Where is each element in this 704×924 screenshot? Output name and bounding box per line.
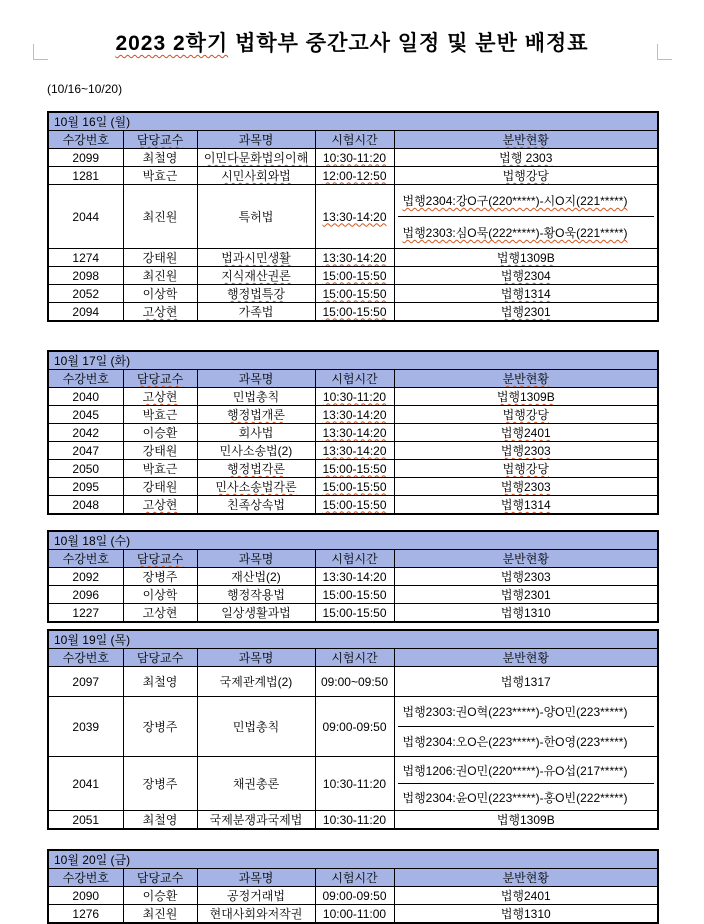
cell-exam-time: 15:00-15:50 xyxy=(315,604,394,623)
column-header: 담당교수 xyxy=(123,649,197,667)
column-header: 수강번호 xyxy=(48,131,123,149)
cell-exam-time: 10:00-11:00 xyxy=(315,905,394,924)
table-row xyxy=(48,285,658,303)
cell-exam-time: 09:00-09:50 xyxy=(315,887,394,905)
table-row xyxy=(48,267,658,285)
cell-room-assignment: 법행2301 xyxy=(394,303,658,322)
column-header-row xyxy=(48,550,658,568)
table-row xyxy=(48,811,658,830)
cell-course-no: 2095 xyxy=(48,478,123,496)
column-header: 수강번호 xyxy=(48,649,123,667)
cell-exam-time: 15:00-15:50 xyxy=(315,478,394,496)
cell-professor: 박효근 xyxy=(123,406,197,424)
table-row xyxy=(48,667,658,697)
cell-room-assignment: 법행1309B xyxy=(394,249,658,267)
cell-professor: 최철영 xyxy=(123,811,197,830)
cell-professor: 장병주 xyxy=(123,757,197,811)
cell-room-assignment: 법행2301 xyxy=(394,586,658,604)
table-row xyxy=(48,149,658,167)
cell-room-assignment: 법행 2303 xyxy=(394,149,658,167)
date-header-row xyxy=(48,531,658,550)
column-header: 분반현황 xyxy=(394,131,658,149)
cell-course-no: 1276 xyxy=(48,905,123,924)
cell-professor: 고상현 xyxy=(123,496,197,515)
cell-room-assignment: 법행강당 xyxy=(394,167,658,185)
cell-course-no: 2042 xyxy=(48,424,123,442)
column-header-row xyxy=(48,131,658,149)
column-header: 과목명 xyxy=(197,649,315,667)
cell-professor: 장병주 xyxy=(123,568,197,586)
cell-professor: 강태원 xyxy=(123,442,197,460)
cell-subject: 행정작용법 xyxy=(197,586,315,604)
cell-course-no: 2090 xyxy=(48,887,123,905)
table-row xyxy=(48,568,658,586)
cell-course-no: 1281 xyxy=(48,167,123,185)
cell-subject: 현대사회와저작권 xyxy=(197,905,315,924)
cell-room-assignment: 법행2401 xyxy=(394,887,658,905)
table-row xyxy=(48,442,658,460)
exam-table-day-2 xyxy=(47,350,659,515)
cell-course-no: 2097 xyxy=(48,667,123,697)
column-header-row xyxy=(48,869,658,887)
cell-room-assignment: 법행2303 xyxy=(394,442,658,460)
date-header-row xyxy=(48,112,658,131)
cell-subject: 민사소송법(2) xyxy=(197,442,315,460)
table-row xyxy=(48,167,658,185)
column-header: 담당교수 xyxy=(123,131,197,149)
cell-subject: 민사소송법각론 xyxy=(197,478,315,496)
cell-exam-time: 13:30-14:20 xyxy=(315,424,394,442)
cell-room-assignment: 법행2304 xyxy=(394,267,658,285)
table-row xyxy=(48,424,658,442)
cell-exam-time: 13:30-14:20 xyxy=(315,249,394,267)
cell-subject: 민법총칙 xyxy=(197,388,315,406)
table-row xyxy=(48,887,658,905)
column-header: 시험시간 xyxy=(315,550,394,568)
column-header: 시험시간 xyxy=(315,869,394,887)
cell-subject: 특허법 xyxy=(197,185,315,249)
cell-room-assignment: 법행1310 xyxy=(394,604,658,623)
table-row xyxy=(48,460,658,478)
table-row xyxy=(48,604,658,623)
cell-exam-time: 09:00~09:50 xyxy=(315,667,394,697)
room-split-text: 법행1206:권O민(220*****)-유O섭(217*****) xyxy=(402,763,628,778)
cell-room-assignment: 법행2401 xyxy=(394,424,658,442)
cell-course-no: 2048 xyxy=(48,496,123,515)
cell-exam-time: 13:30-14:20 xyxy=(315,568,394,586)
table-row xyxy=(48,478,658,496)
cell-room-assignment xyxy=(394,185,658,249)
room-split-section xyxy=(398,697,655,727)
cell-course-no: 2050 xyxy=(48,460,123,478)
cell-professor: 최진원 xyxy=(123,185,197,249)
title-rest: 법학부 중간고사 일정 및 분반 배정표 xyxy=(228,32,589,55)
cell-subject: 이민다문화법의이해 xyxy=(197,149,315,167)
room-split-section xyxy=(398,757,655,784)
cell-professor: 강태원 xyxy=(123,249,197,267)
column-header: 담당교수 xyxy=(123,370,197,388)
cell-room-assignment xyxy=(394,757,658,811)
cell-exam-time: 10:30-11:20 xyxy=(315,388,394,406)
table-row xyxy=(48,249,658,267)
cell-subject: 일상생활과법 xyxy=(197,604,315,623)
column-header: 수강번호 xyxy=(48,869,123,887)
date-range: (10/16~10/20) xyxy=(47,82,123,96)
cell-subject: 민법총칙 xyxy=(197,697,315,757)
cell-course-no: 2051 xyxy=(48,811,123,830)
room-split-section xyxy=(398,185,655,217)
date-header-row xyxy=(48,630,658,649)
cell-subject: 가족법 xyxy=(197,303,315,322)
cell-subject: 시민사회와법 xyxy=(197,167,315,185)
cell-exam-time: 15:00-15:50 xyxy=(315,586,394,604)
cell-course-no: 2045 xyxy=(48,406,123,424)
exam-table-day-5 xyxy=(47,849,659,924)
room-split-section xyxy=(398,217,655,248)
cell-subject: 행정법개론 xyxy=(197,406,315,424)
cell-course-no: 2094 xyxy=(48,303,123,322)
cell-course-no: 2098 xyxy=(48,267,123,285)
cell-room-assignment: 법행1314 xyxy=(394,285,658,303)
table-row xyxy=(48,185,658,249)
cell-room-assignment: 법행1309B xyxy=(394,811,658,830)
cell-professor: 장병주 xyxy=(123,697,197,757)
column-header: 시험시간 xyxy=(315,649,394,667)
cell-subject: 행정법특강 xyxy=(197,285,315,303)
column-header: 분반현황 xyxy=(394,370,658,388)
cell-professor: 박효근 xyxy=(123,167,197,185)
room-split-text: 법행2304:윤O민(223*****)-홍O빈(222*****) xyxy=(402,790,628,805)
cell-exam-time: 10:30-11:20 xyxy=(315,811,394,830)
room-split-text: 법행2303:권O혁(223*****)-양O민(223*****) xyxy=(402,705,628,719)
exam-schedule-tables xyxy=(47,111,659,924)
cell-course-no: 2099 xyxy=(48,149,123,167)
table-row xyxy=(48,586,658,604)
table-row xyxy=(48,388,658,406)
cell-exam-time: 15:00-15:50 xyxy=(315,460,394,478)
cell-subject: 친족상속법 xyxy=(197,496,315,515)
cell-course-no: 2092 xyxy=(48,568,123,586)
column-header: 수강번호 xyxy=(48,370,123,388)
cell-room-assignment xyxy=(394,697,658,757)
table-row xyxy=(48,757,658,811)
table-row xyxy=(48,496,658,515)
cell-subject: 국제분쟁과국제법 xyxy=(197,811,315,830)
cell-exam-time: 15:00-15:50 xyxy=(315,496,394,515)
cell-course-no: 2040 xyxy=(48,388,123,406)
room-split-text: 법행2304:오O은(223*****)-한O영(223*****) xyxy=(402,735,628,749)
cell-professor: 최철영 xyxy=(123,149,197,167)
cell-subject: 지식재산권론 xyxy=(197,267,315,285)
column-header: 담당교수 xyxy=(123,869,197,887)
cell-exam-time: 15:00-15:50 xyxy=(315,303,394,322)
cell-subject: 공정거래법 xyxy=(197,887,315,905)
column-header: 수강번호 xyxy=(48,550,123,568)
cell-exam-time: 09:00-09:50 xyxy=(315,697,394,757)
cell-exam-time: 12:00-12:50 xyxy=(315,167,394,185)
cell-professor: 최철영 xyxy=(123,667,197,697)
cell-exam-time: 15:00-15:50 xyxy=(315,267,394,285)
cell-exam-time: 10:30-11:20 xyxy=(315,757,394,811)
table-row xyxy=(48,905,658,924)
cell-course-no: 1274 xyxy=(48,249,123,267)
cell-course-no: 2096 xyxy=(48,586,123,604)
exam-table-day-4 xyxy=(47,629,659,830)
cell-professor: 이상학 xyxy=(123,586,197,604)
cell-subject: 법과시민생활 xyxy=(197,249,315,267)
cell-room-assignment: 법행1314 xyxy=(394,496,658,515)
cell-professor: 고상현 xyxy=(123,303,197,322)
cell-subject: 채권총론 xyxy=(197,757,315,811)
cell-exam-time: 13:30-14:20 xyxy=(315,442,394,460)
cell-room-assignment: 법행강당 xyxy=(394,460,658,478)
column-header: 담당교수 xyxy=(123,550,197,568)
cell-professor: 이승환 xyxy=(123,887,197,905)
date-header: 10월 19일 (목) xyxy=(48,630,658,649)
cell-professor: 강태원 xyxy=(123,478,197,496)
cell-professor: 박효근 xyxy=(123,460,197,478)
cell-room-assignment: 법행1309B xyxy=(394,388,658,406)
cell-course-no: 2044 xyxy=(48,185,123,249)
cell-subject: 재산법(2) xyxy=(197,568,315,586)
table-row xyxy=(48,697,658,757)
cell-professor: 고상현 xyxy=(123,388,197,406)
cell-room-assignment: 법행2303 xyxy=(394,568,658,586)
cell-room-assignment: 법행강당 xyxy=(394,406,658,424)
cell-professor: 최진원 xyxy=(123,267,197,285)
column-header: 분반현황 xyxy=(394,550,658,568)
page-margin-mark-right xyxy=(657,44,672,60)
cell-course-no: 2047 xyxy=(48,442,123,460)
cell-exam-time: 10:30-11:20 xyxy=(315,149,394,167)
cell-course-no: 2039 xyxy=(48,697,123,757)
date-header: 10월 18일 (수) xyxy=(48,531,658,550)
cell-professor: 이승환 xyxy=(123,424,197,442)
date-header: 10월 20일 (금) xyxy=(48,850,658,869)
cell-professor: 고상현 xyxy=(123,604,197,623)
column-header: 과목명 xyxy=(197,869,315,887)
page-margin-mark-left xyxy=(33,44,48,60)
column-header: 분반현황 xyxy=(394,649,658,667)
column-header-row xyxy=(48,649,658,667)
cell-subject: 행정법각론 xyxy=(197,460,315,478)
column-header: 시험시간 xyxy=(315,370,394,388)
cell-course-no: 2052 xyxy=(48,285,123,303)
date-header-row xyxy=(48,351,658,370)
room-split-text: 법행2304:강O구(220*****)-시O지(221*****) xyxy=(402,194,628,208)
cell-subject: 국제관계법(2) xyxy=(197,667,315,697)
date-header: 10월 17일 (화) xyxy=(48,351,658,370)
column-header: 시험시간 xyxy=(315,131,394,149)
room-split-section xyxy=(398,784,655,810)
column-header-row xyxy=(48,370,658,388)
column-header: 과목명 xyxy=(197,131,315,149)
cell-exam-time: 13:30-14:20 xyxy=(315,185,394,249)
column-header: 과목명 xyxy=(197,550,315,568)
title-semester: 2023 2학기 xyxy=(115,32,229,55)
cell-room-assignment: 법행1310 xyxy=(394,905,658,924)
cell-room-assignment: 법행1317 xyxy=(394,667,658,697)
room-split-section xyxy=(398,727,655,756)
cell-subject: 회사법 xyxy=(197,424,315,442)
cell-room-assignment: 법행2303 xyxy=(394,478,658,496)
column-header: 과목명 xyxy=(197,370,315,388)
cell-course-no: 1227 xyxy=(48,604,123,623)
date-header: 10월 16일 (월) xyxy=(48,112,658,131)
date-header-row xyxy=(48,850,658,869)
cell-professor: 최진원 xyxy=(123,905,197,924)
page-title xyxy=(0,27,704,57)
exam-table-day-3 xyxy=(47,530,659,623)
cell-professor: 이상학 xyxy=(123,285,197,303)
cell-exam-time: 13:30-14:20 xyxy=(315,406,394,424)
cell-course-no: 2041 xyxy=(48,757,123,811)
table-row xyxy=(48,303,658,322)
cell-exam-time: 15:00-15:50 xyxy=(315,285,394,303)
table-row xyxy=(48,406,658,424)
exam-table-day-1 xyxy=(47,111,659,322)
room-split-text: 법행2303:심O묵(222*****)-황O욱(221*****) xyxy=(402,226,628,240)
column-header: 분반현황 xyxy=(394,869,658,887)
